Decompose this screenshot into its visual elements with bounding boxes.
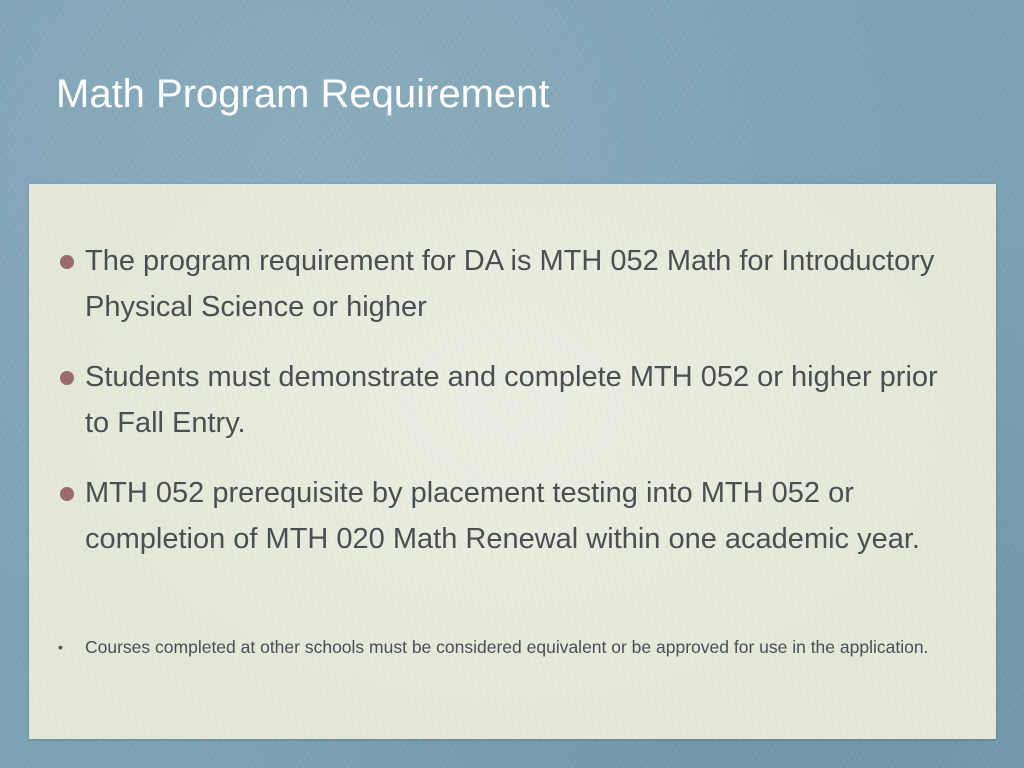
slide-title: Math Program Requirement <box>56 72 550 116</box>
bullet-dot-icon <box>60 371 74 385</box>
bullet-dot-icon <box>60 487 74 501</box>
sub-bullet-text: Courses completed at other schools must be considered equivalent or be approved for use in the application. <box>85 637 929 657</box>
bullet-item <box>85 354 965 446</box>
sub-bullet-item <box>58 633 965 662</box>
bullet-text: The program requirement for DA is MTH 052 Math for Introductory Physical Science or higher <box>85 245 935 323</box>
bullet-dot-icon <box>60 255 74 269</box>
sub-bullet-marker-icon: • <box>58 639 63 655</box>
content-panel <box>29 184 996 739</box>
bullet-item <box>85 238 965 330</box>
bullet-text: Students must demonstrate and complete MTH 052 or higher prior to Fall Entry. <box>85 361 938 439</box>
bullet-text: MTH 052 prerequisite by placement testing into MTH 052 or completion of MTH 020 Math Renewal within one academic year. <box>85 477 920 555</box>
bullet-item <box>85 470 965 562</box>
